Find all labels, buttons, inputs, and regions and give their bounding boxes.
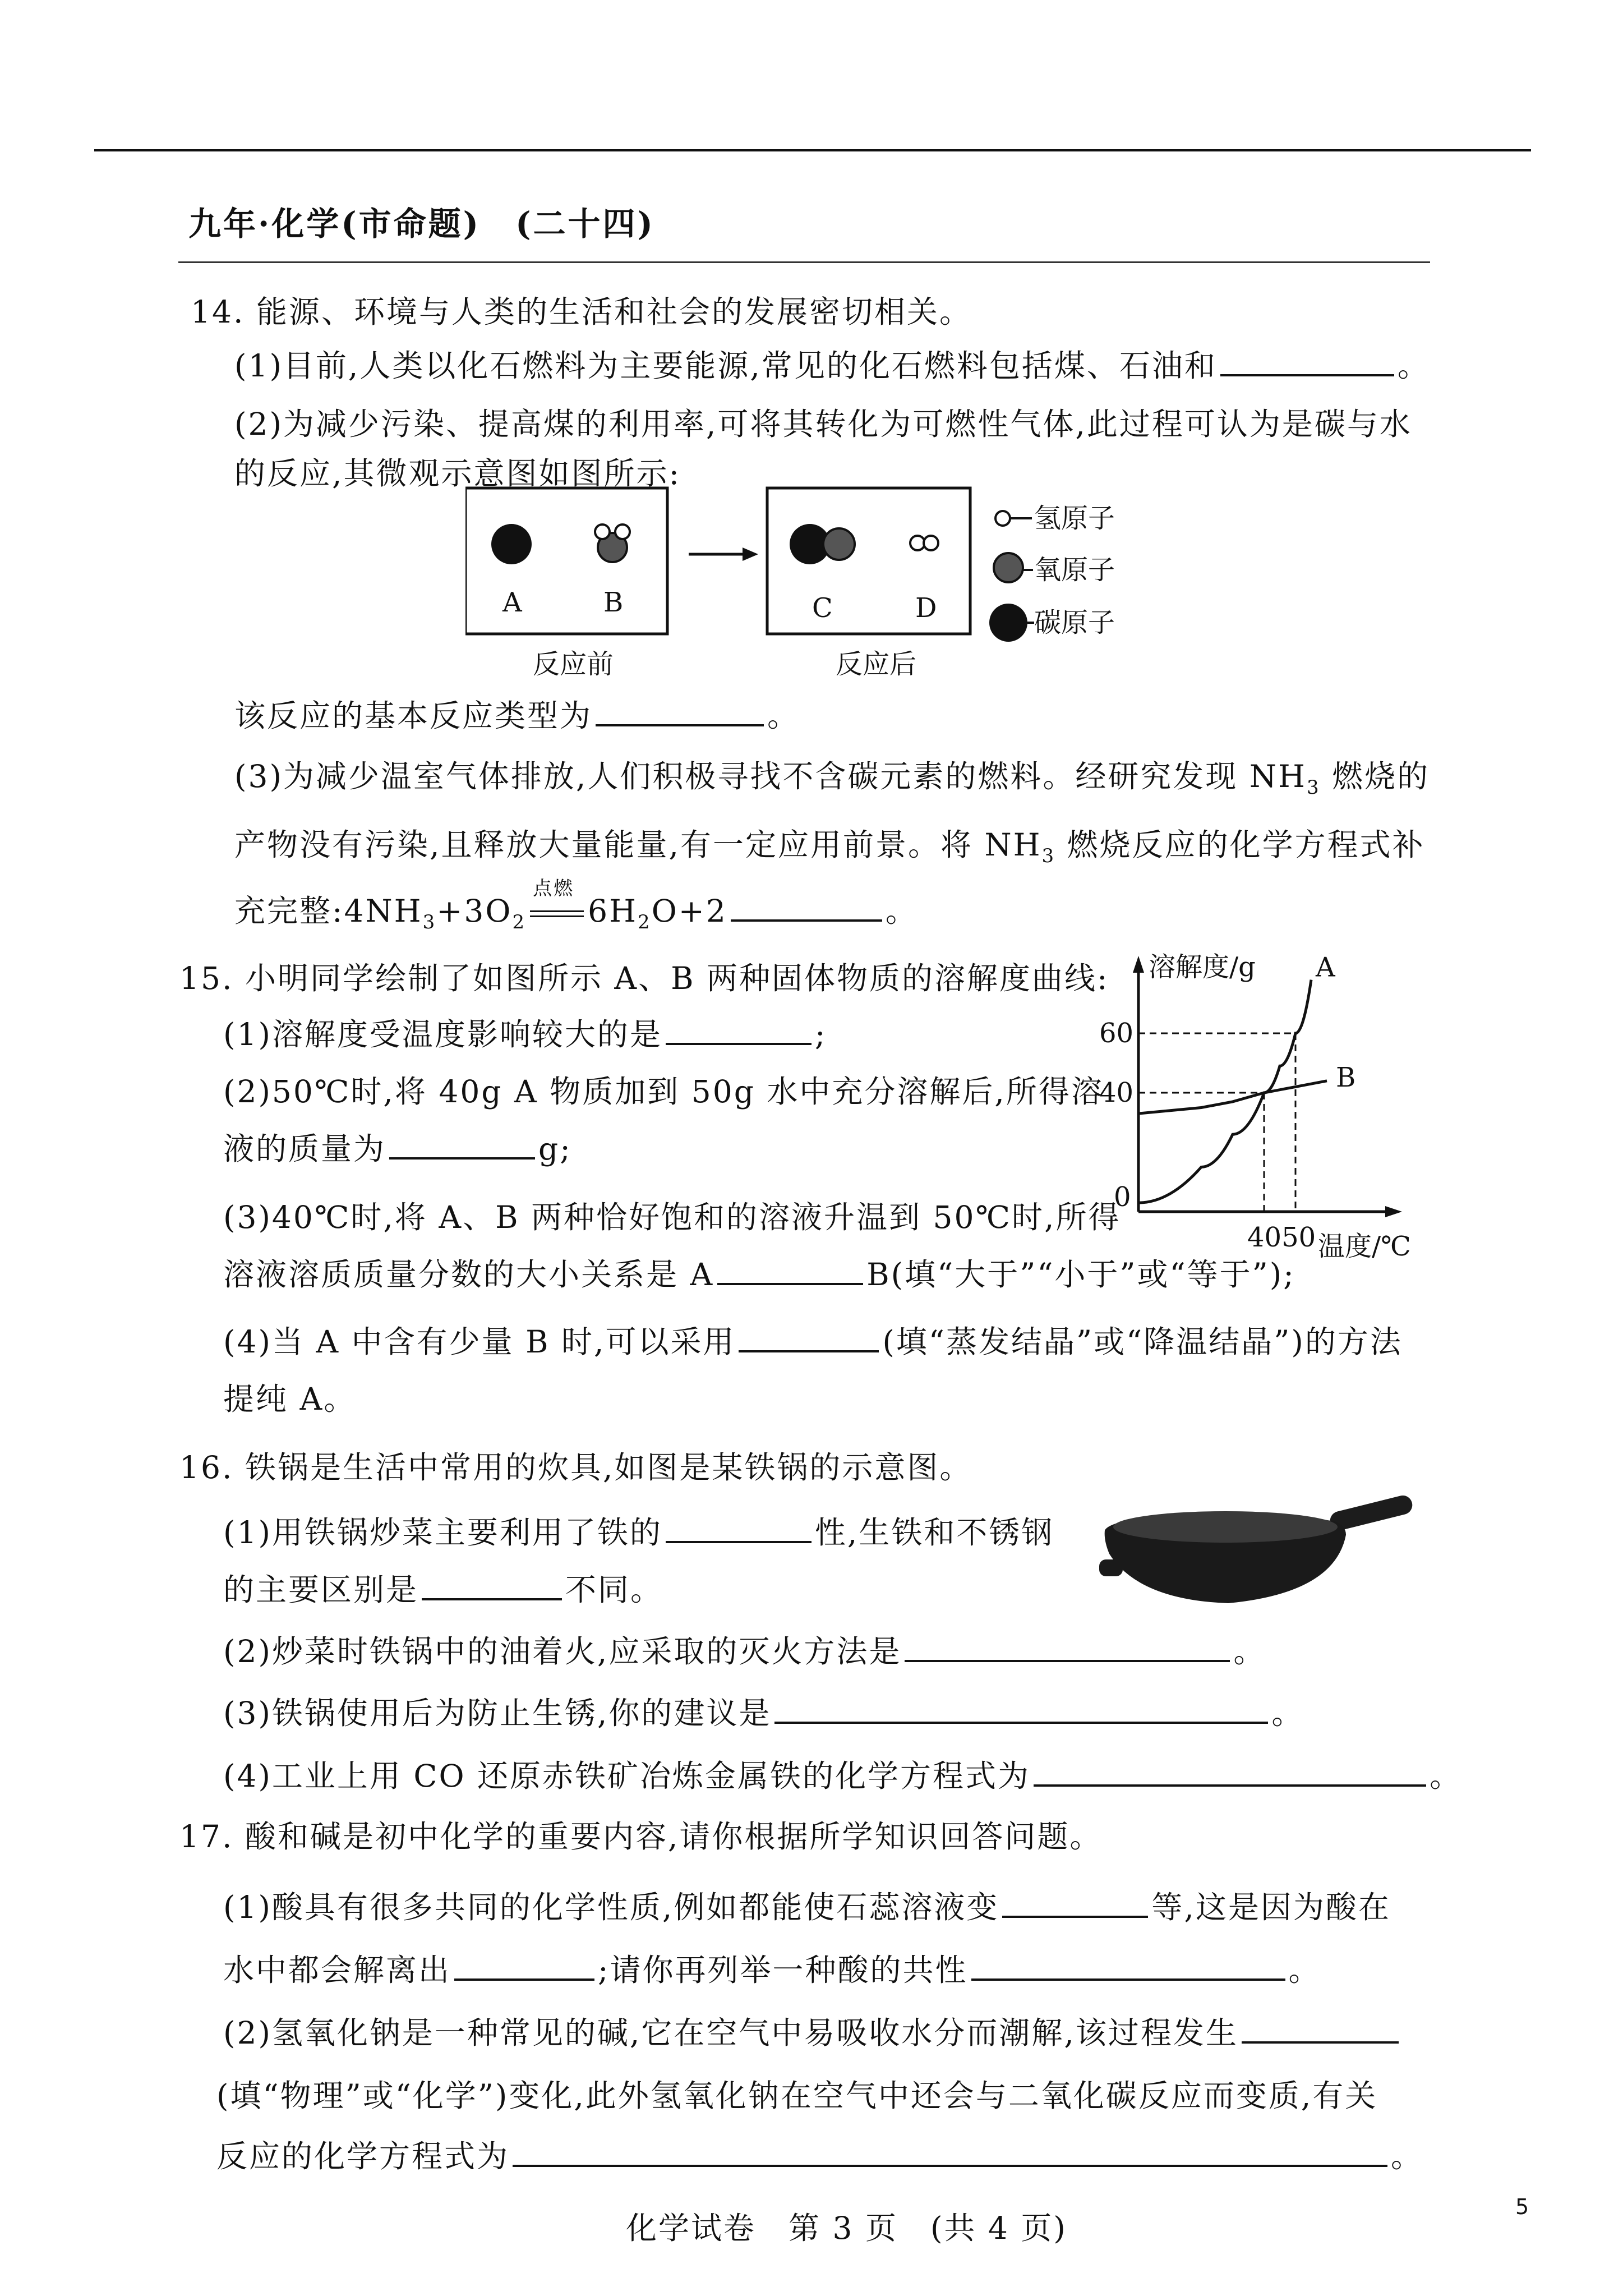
wok-rim [1113,1511,1338,1543]
page-number-mark: 5 [1515,2194,1529,2219]
series-curve-A [1138,980,1311,1203]
q17-blank-4[interactable] [1242,2016,1399,2044]
legend-oxygen [994,553,1115,586]
q17-part2-line3: 反应的化学方程式为 。 [216,2138,1424,2174]
q16-stem: 16. 铁锅是生活中常用的炊具,如图是某铁锅的示意图。 [179,1450,972,1485]
after-box [767,488,970,634]
q16-part4: (4)工业上用 CO 还原赤铁矿冶炼金属铁的化学方程式为 。 [223,1758,1463,1794]
q15-part4-line1: (4)当 A 中含有少量 B 时,可以采用 (填“蒸发结晶”或“降温结晶”)的方法 [223,1324,1403,1360]
q15-blank-4[interactable] [739,1324,879,1352]
q17-blank-1[interactable] [1002,1890,1148,1918]
series-curve-B [1138,1081,1327,1114]
q14-blank-3[interactable] [731,894,882,922]
x-axis-label: 温度/℃ [1318,1231,1411,1262]
q14-part3-equation: 充完整$:4NH_3+3O_2$ 点燃 $6H_2O+2$ 。 [234,877,918,933]
q14-part2-answer: 该反应的基本反应类型为 。 [234,698,800,734]
legend-carbon-label: 碳原子 [1034,607,1115,638]
label-after: 反应后 [836,648,917,680]
q16-blank-1[interactable] [666,1515,811,1543]
iron-wok-illustration [1099,1481,1436,1627]
q17-stem: 17. 酸和碱是初中化学的重要内容,请你根据所学知识回答问题。 [179,1819,1103,1855]
legend-oxygen-label: 氧原子 [1034,554,1115,586]
q15-blank-2[interactable] [389,1131,535,1159]
legend-carbon [989,604,1115,642]
q17-blank-3[interactable] [971,1953,1285,1981]
series-label-A: A [1316,951,1335,983]
q14-part3-line2: 产物没有污染,且释放大量能量,有一定应用前景。将 $NH_3$ 燃烧反应的化学方程式补 [234,827,1425,867]
q15-part3-line1: (3)40℃时,将 A、B 两种恰好饱和的溶液升温到 50℃时,所得 [223,1199,1121,1235]
y-axis-label: 溶解度/g [1149,951,1256,983]
legend-hydrogen [995,503,1115,534]
q14-blank-2[interactable] [596,698,764,726]
label-c: C [812,592,833,624]
x-tick-labels: 4050 [1247,1222,1316,1253]
q16-part1-line1: (1)用铁锅炒菜主要利用了铁的 性,生铁和不锈钢 [223,1515,1054,1550]
page-header: 九年·化学(市命题) (二十四) [188,205,655,243]
series-curves [1138,952,1355,1203]
y-tick-label-40: 40 [1099,1077,1134,1108]
header-rule [178,261,1430,263]
q16-blank-5[interactable] [1034,1759,1426,1787]
label-before: 反应前 [533,648,614,680]
legend-hydrogen-label: 氢原子 [1034,503,1115,534]
q17-part2-line1: (2)氢氧化钠是一种常见的碱,它在空气中易吸收水分而潮解,该过程发生 [223,2008,1402,2053]
molecule-water-b [595,524,630,562]
atom-carbon-a [491,524,532,564]
q16-blank-4[interactable] [774,1696,1268,1724]
arrow-icon [689,547,758,561]
q14-part2-line2: 的反应,其微观示意图如图所示: [234,455,681,491]
molecule-hydrogen-d [910,536,938,550]
reaction-micro-diagram [465,482,1183,696]
top-rule [94,149,1531,151]
series-label-B: B [1336,1061,1356,1093]
q15-part2-line1: (2)50℃时,将 40g A 物质加到 50g 水中充分溶解后,所得溶 [223,1074,1104,1110]
q16-blank-2[interactable] [422,1572,562,1600]
origin-label: 0 [1114,1181,1131,1213]
q15-part3-line2: 溶液溶质质量分数的大小关系是 A B(填“大于”“小于”或“等于”); [223,1257,1295,1292]
q14-stem: 14. 能源、环境与人类的生活和社会的发展密切相关。 [191,294,972,330]
q15-blank-3[interactable] [717,1257,863,1285]
q17-blank-2[interactable] [454,1953,594,1981]
q17-part1-line2: 水中都会解离出 ;请你再列举一种酸的共性 。 [223,1952,1321,1988]
molecule-co-c [790,524,855,564]
q14-part2-line1: (2)为减少污染、提高煤的利用率,可将其转化为可燃性气体,此过程可认为是碳与水 [234,406,1412,442]
x-axis-arrow-icon [1385,1206,1402,1217]
q15-part4-line2: 提纯 A。 [223,1381,357,1417]
q14-blank-1[interactable] [1220,348,1394,376]
q15-blank-1[interactable] [666,1017,811,1045]
q15-part2-line2: 液的质量为 g; [223,1131,572,1167]
q17-part2-line2: (填“物理”或“化学”)变化,此外氢氧化钠在空气中还会与二氧化碳反应而变质,有关 [216,2078,1378,2114]
wok-ear-handle [1099,1559,1123,1576]
q15-stem: 15. 小明同学绘制了如图所示 A、B 两种固体物质的溶解度曲线: [179,960,1109,996]
solubility-chart [1082,948,1475,1262]
q16-blank-3[interactable] [905,1634,1230,1662]
q17-part1-line1: (1)酸具有很多共同的化学性质,例如都能使石蕊溶液变 等,这是因为酸在 [223,1889,1391,1925]
before-box [465,488,667,634]
q14-part1: (1)目前,人类以化石燃料为主要能源,常见的化石燃料包括煤、石油和 。 [234,348,1430,384]
reaction-condition: 点燃 [526,893,588,929]
label-d: D [915,592,937,624]
y-tick-label-60: 60 [1099,1018,1134,1049]
guide-lines [1138,1033,1295,1212]
q16-part3: (3)铁锅使用后为防止生锈,你的建议是 。 [223,1695,1304,1731]
q16-part1-line2: 的主要区别是 不同。 [223,1572,663,1608]
q14-part3-line1: (3)为减少温室气体排放,人们积极寻找不含碳元素的燃料。经研究发现 $NH_3$ 燃烧的 [234,758,1430,799]
q17-blank-5[interactable] [513,2139,1387,2167]
q16-part2: (2)炒菜时铁锅中的油着火,应采取的灭火方法是 。 [223,1634,1266,1669]
tick-labels [1099,1018,1316,1253]
label-a: A [502,587,522,618]
y-axis-arrow-icon [1133,956,1144,973]
label-b: B [603,587,624,618]
page-footer: 化学试卷 第 3 页 (共 4 页) [626,2210,1067,2246]
q15-part1: (1)溶解度受温度影响较大的是 ; [223,1016,827,1052]
